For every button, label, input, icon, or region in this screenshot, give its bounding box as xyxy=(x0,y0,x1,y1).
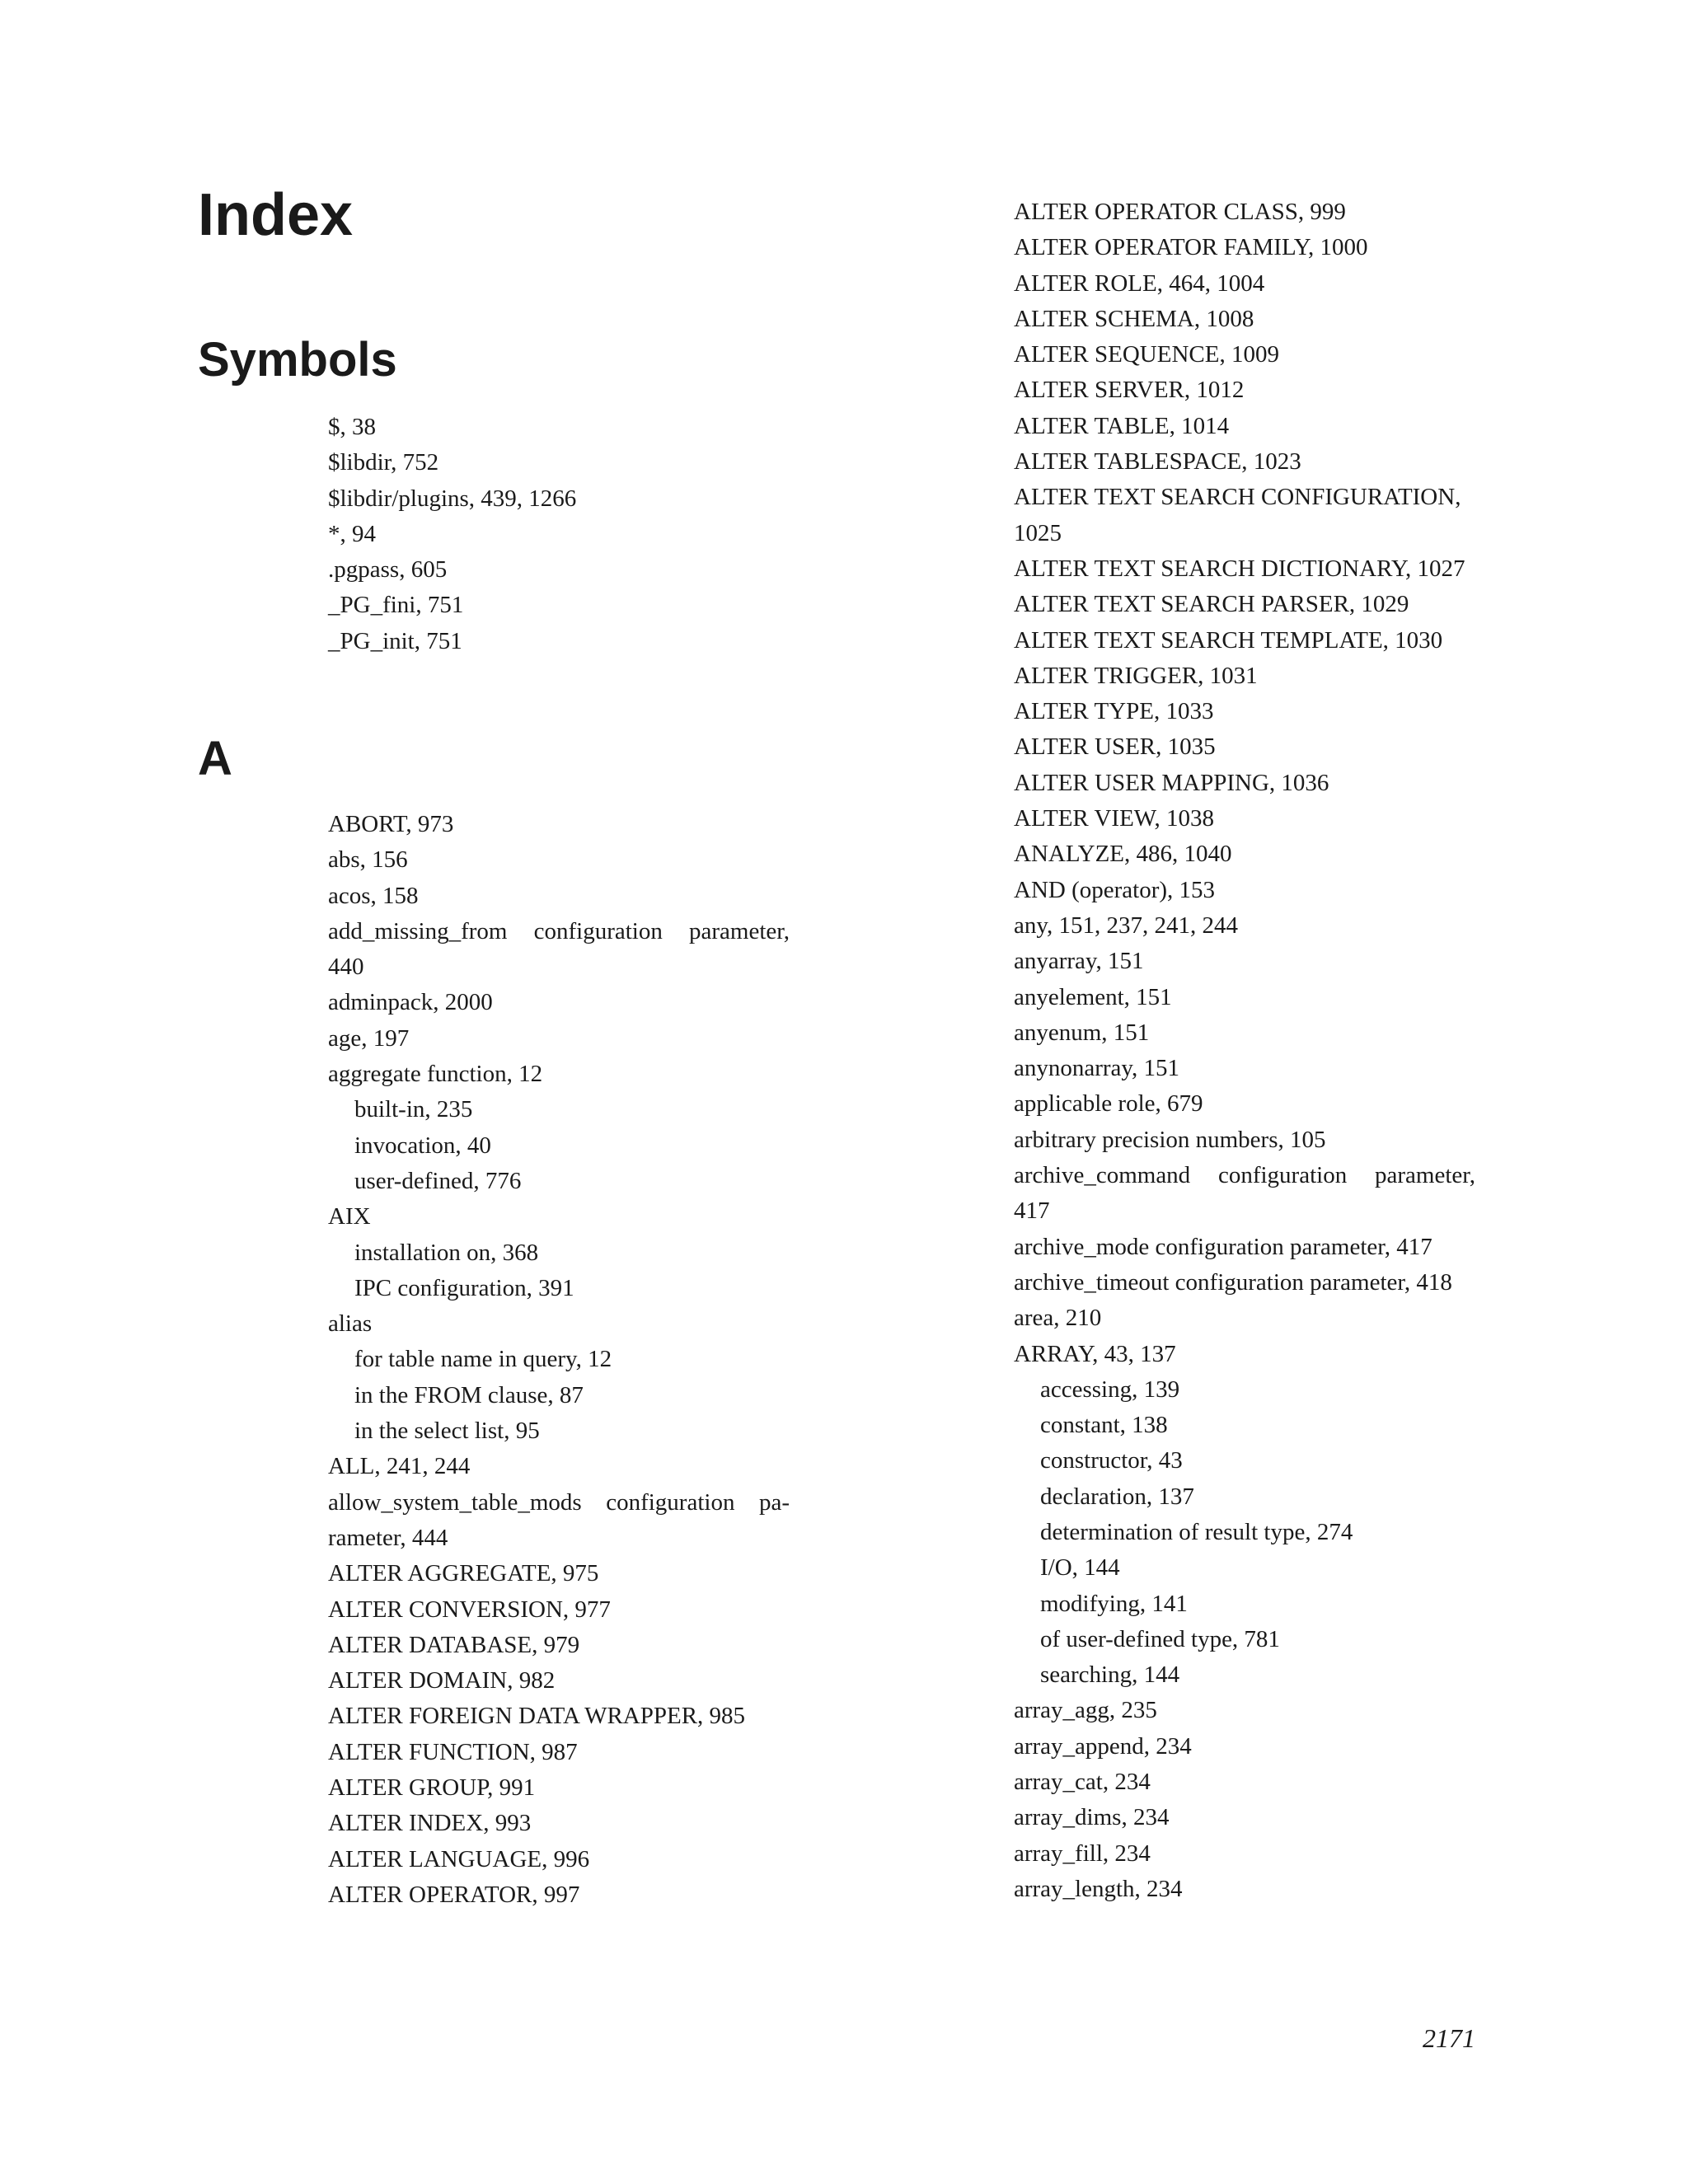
index-subentry: of user-defined type, 781 xyxy=(1040,1625,1280,1652)
index-entry: ALTER TABLE, 1014 xyxy=(1014,412,1230,439)
index-entry: $, 38 xyxy=(328,414,376,440)
index-entry: $libdir/plugins, 439, 1266 xyxy=(328,485,577,512)
index-entry: archive_timeout configuration parameter, 418 xyxy=(1014,1268,1452,1296)
index-entry: anynonarray, 151 xyxy=(1014,1055,1180,1082)
index-entry: any, 151, 237, 241, 244 xyxy=(1014,912,1238,939)
index-subentry: installation on, 368 xyxy=(354,1239,539,1266)
index-subentry: in the FROM clause, 87 xyxy=(354,1381,584,1408)
index-subentry: modifying, 141 xyxy=(1040,1590,1188,1617)
index-entry: ALTER TRIGGER, 1031 xyxy=(1014,662,1258,689)
index-subentry: IPC configuration, 391 xyxy=(354,1274,574,1301)
index-subentry: searching, 144 xyxy=(1040,1661,1180,1689)
index-entry: ALTER OPERATOR FAMILY, 1000 xyxy=(1014,234,1368,261)
index-entry: 440 xyxy=(328,954,364,981)
index-entry: ABORT, 973 xyxy=(328,811,454,837)
index-entry: acos, 158 xyxy=(328,882,419,909)
index-entry: rameter, 444 xyxy=(328,1524,448,1551)
index-entry: ALTER TEXT SEARCH CONFIGURATION, xyxy=(1014,484,1461,511)
index-subentry: determination of result type, 274 xyxy=(1040,1518,1353,1545)
section-heading-a: A xyxy=(198,732,232,785)
index-entry: ALTER OPERATOR CLASS, 999 xyxy=(1014,199,1346,225)
index-subentry: constant, 138 xyxy=(1040,1412,1168,1439)
a-entry-list-left-column xyxy=(328,807,790,1913)
index-entry: adminpack, 2000 xyxy=(328,989,493,1016)
index-entry: ALTER VIEW, 1038 xyxy=(1014,805,1215,832)
index-entry: ALTER AGGREGATE, 975 xyxy=(328,1560,599,1587)
index-subentry: constructor, 43 xyxy=(1040,1447,1183,1474)
index-entry: ALTER TYPE, 1033 xyxy=(1014,698,1214,725)
index-entry: ALTER GROUP, 991 xyxy=(328,1774,536,1802)
index-subentry: in the select list, 95 xyxy=(354,1418,540,1445)
index-entry: ALTER TEXT SEARCH PARSER, 1029 xyxy=(1014,591,1409,618)
index-entry: ALL, 241, 244 xyxy=(328,1453,471,1480)
index-entry: allow_system_table_mods configuration pa- xyxy=(328,1488,790,1516)
index-entry: ALTER SCHEMA, 1008 xyxy=(1014,305,1254,332)
index-entry: ALTER OPERATOR, 997 xyxy=(328,1881,580,1908)
index-entry: ALTER TEXT SEARCH DICTIONARY, 1027 xyxy=(1014,555,1465,582)
index-entry: arbitrary precision numbers, 105 xyxy=(1014,1126,1326,1153)
index-entry: _PG_init, 751 xyxy=(328,627,462,654)
section-heading-symbols: Symbols xyxy=(198,333,397,387)
a-entry-list-right-column xyxy=(1014,194,1475,1907)
index-entry: ALTER FUNCTION, 987 xyxy=(328,1738,578,1765)
symbols-entry-list xyxy=(328,410,790,659)
index-subentry: I/O, 144 xyxy=(1040,1554,1120,1582)
index-entry: archive_command configuration parameter, xyxy=(1014,1162,1475,1189)
index-entry: ALTER TABLESPACE, 1023 xyxy=(1014,448,1301,476)
index-entry: anyenum, 151 xyxy=(1014,1019,1150,1046)
index-entry: anyarray, 151 xyxy=(1014,948,1144,975)
index-entry: ALTER SEQUENCE, 1009 xyxy=(1014,341,1279,368)
index-entry: array_cat, 234 xyxy=(1014,1769,1151,1796)
index-entry: ALTER LANGUAGE, 996 xyxy=(328,1845,590,1872)
index-subentry: user-defined, 776 xyxy=(354,1167,522,1194)
index-entry: .pgpass, 605 xyxy=(328,556,448,583)
index-entry: array_agg, 235 xyxy=(1014,1697,1157,1724)
index-entry: ALTER SERVER, 1012 xyxy=(1014,377,1245,404)
index-entry: array_length, 234 xyxy=(1014,1875,1183,1902)
index-entry: ALTER DATABASE, 979 xyxy=(328,1631,580,1658)
index-entry: ALTER INDEX, 993 xyxy=(328,1810,532,1837)
index-entry: archive_mode configuration parameter, 417 xyxy=(1014,1233,1432,1260)
index-entry: array_fill, 234 xyxy=(1014,1840,1151,1867)
index-entry: alias xyxy=(328,1310,373,1338)
index-entry: $libdir, 752 xyxy=(328,449,439,476)
index-entry: 417 xyxy=(1014,1197,1050,1225)
index-subentry: for table name in query, 12 xyxy=(354,1346,612,1373)
index-entry: ANALYZE, 486, 1040 xyxy=(1014,841,1232,868)
index-entry: ALTER DOMAIN, 982 xyxy=(328,1667,556,1694)
index-entry: *, 94 xyxy=(328,520,376,547)
index-entry: AND (operator), 153 xyxy=(1014,876,1216,903)
index-entry: AIX xyxy=(328,1203,371,1230)
index-entry: applicable role, 679 xyxy=(1014,1090,1203,1118)
index-entry: ALTER CONVERSION, 977 xyxy=(328,1596,611,1623)
index-subentry: invocation, 40 xyxy=(354,1132,491,1159)
index-entry: _PG_fini, 751 xyxy=(328,592,464,619)
index-entry: ALTER USER, 1035 xyxy=(1014,733,1216,761)
index-entry: age, 197 xyxy=(328,1024,410,1052)
index-entry: add_missing_from configuration parameter, xyxy=(328,917,790,944)
index-entry: ALTER ROLE, 464, 1004 xyxy=(1014,269,1265,297)
page-title: Index xyxy=(198,182,354,248)
index-entry: anyelement, 151 xyxy=(1014,983,1172,1010)
index-entry: abs, 156 xyxy=(328,846,408,874)
index-entry: ALTER TEXT SEARCH TEMPLATE, 1030 xyxy=(1014,626,1443,654)
index-subentry: accessing, 139 xyxy=(1040,1376,1180,1403)
index-entry: area, 210 xyxy=(1014,1305,1102,1332)
page-number: 2171 xyxy=(1423,2023,1475,2053)
index-subentry: declaration, 137 xyxy=(1040,1483,1194,1510)
index-entry: array_dims, 234 xyxy=(1014,1804,1170,1831)
index-entry: ALTER USER MAPPING, 1036 xyxy=(1014,769,1329,796)
index-subentry: built-in, 235 xyxy=(354,1096,473,1123)
index-entry: ALTER FOREIGN DATA WRAPPER, 985 xyxy=(328,1703,746,1730)
index-entry: 1025 xyxy=(1014,519,1062,546)
index-entry: aggregate function, 12 xyxy=(328,1061,543,1088)
index-entry: ARRAY, 43, 137 xyxy=(1014,1340,1176,1367)
index-entry: array_append, 234 xyxy=(1014,1732,1192,1760)
